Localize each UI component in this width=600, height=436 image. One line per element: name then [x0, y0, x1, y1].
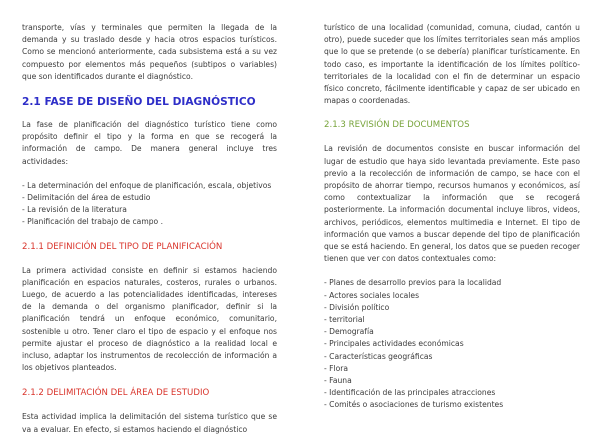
list-item: - Identificación de las principales atracciones — [324, 388, 496, 398]
section-heading-2-1: 2.1 FASE DE DISEÑO DEL DIAGNÓSTICO — [22, 96, 256, 109]
subsection-heading-2-1-1: 2.1.1 DEFINICIÓN DEL TIPO DE PLANIFICACIÓN — [22, 241, 223, 252]
list-item: - Flora — [324, 363, 349, 373]
territorial-limits-paragraph: turístico de una localidad (comunidad, comuna, ciudad, cantón u otro), puede suceder que los límites territoriales sean más amplios que lo que se pretende (o se debería) planificar turísticamente. En todo caso, es importante la identificación de los límites político-territoriales de la localidad con el fin de determinar un espacio físico concreto, fácilmente identificable y capaz de ser ubicado en mapas o coordenadas. — [324, 23, 580, 106]
study-area-paragraph: Esta actividad implica la delimitación del sistema turístico que se va a evaluar. En efecto, si estamos haciendo el diagnóstico — [22, 412, 277, 434]
subsection-heading-2-1-2: 2.1.2 DELIMITACIÓN DEL ÁREA DE ESTUDIO — [22, 388, 210, 399]
list-item: - Planes de desarrollo previos para la localidad — [324, 278, 502, 288]
list-item: - Características geográficas — [324, 351, 433, 361]
list-item: - Demografía — [324, 327, 374, 337]
list-item: - Comités o asociaciones de turismo existentes — [324, 400, 504, 410]
left-column — [22, 22, 277, 436]
list-item: - División político — [324, 302, 390, 312]
list-item: - Delimitación del área de estudio — [22, 193, 151, 203]
list-item: - territorial — [324, 315, 365, 325]
subsection-heading-2-1-3: 2.1.3 REVISIÓN DE DOCUMENTOS — [324, 120, 470, 131]
phase-paragraph: La fase de planificación del diagnóstico turístico tiene como propósito definir el tipo y la forma en que se recogerá la información de campo. De manera general incluye tres actividades: — [22, 120, 277, 166]
list-item: - La determinación del enfoque de planificación, escala, objetivos — [22, 180, 272, 190]
contextual-data-list — [324, 277, 580, 411]
list-item: - Planificación del trabajo de campo . — [22, 217, 164, 227]
list-item: - Principales actividades económicas — [324, 339, 464, 349]
right-column — [324, 22, 580, 412]
activities-list — [22, 180, 277, 229]
list-item: - Actores sociales locales — [324, 290, 420, 300]
documents-paragraph: La revisión de documentos consiste en buscar información del lugar de estudio que haya sido levantada previamente. Este paso previo a la recolección de información de campo, se hace con el propósito de ahorrar tiempo, recursos humanos y económicos, así como contextualizar la información que se recogerá posteriormente. La información documental incluye libros, videos, archivos, periódicos, elementos multimedia e Internet. El tipo de información que vamos a buscar depende del tipo de planificación que se está haciendo. En general, los datos que se pueden recoger tienen que ver con datos contextuales como: — [324, 144, 580, 264]
list-item: - La revisión de la literatura — [22, 205, 127, 215]
intro-paragraph: transporte, vías y terminales que permiten la llegada de la demanda y su traslado desde y hacia otros espacios turísticos. Como se mencionó anteriormente, cada subsistema está a su vez compuesto por elementos más pequeños (subtipos o variables) que son identificados durante el diagnóstico. — [22, 23, 277, 81]
list-item: - Fauna — [324, 376, 352, 386]
planning-type-paragraph: La primera actividad consiste en definir si estamos haciendo planificación en espacios naturales, costeros, rurales o urbanos. Luego, de acuerdo a las potencialidades identificadas, intereses de la demanda o del organismo planificador, definir si la planificación tendrá un enfoque económico, comunitario, sostenible u otro. Tener claro el tipo de espacio y el enfoque nos permite ajustar el proceso de diagnóstico a la realidad local e incluso, adaptar los instrumentos de recolección de información a los objetivos planteados. — [22, 265, 277, 373]
